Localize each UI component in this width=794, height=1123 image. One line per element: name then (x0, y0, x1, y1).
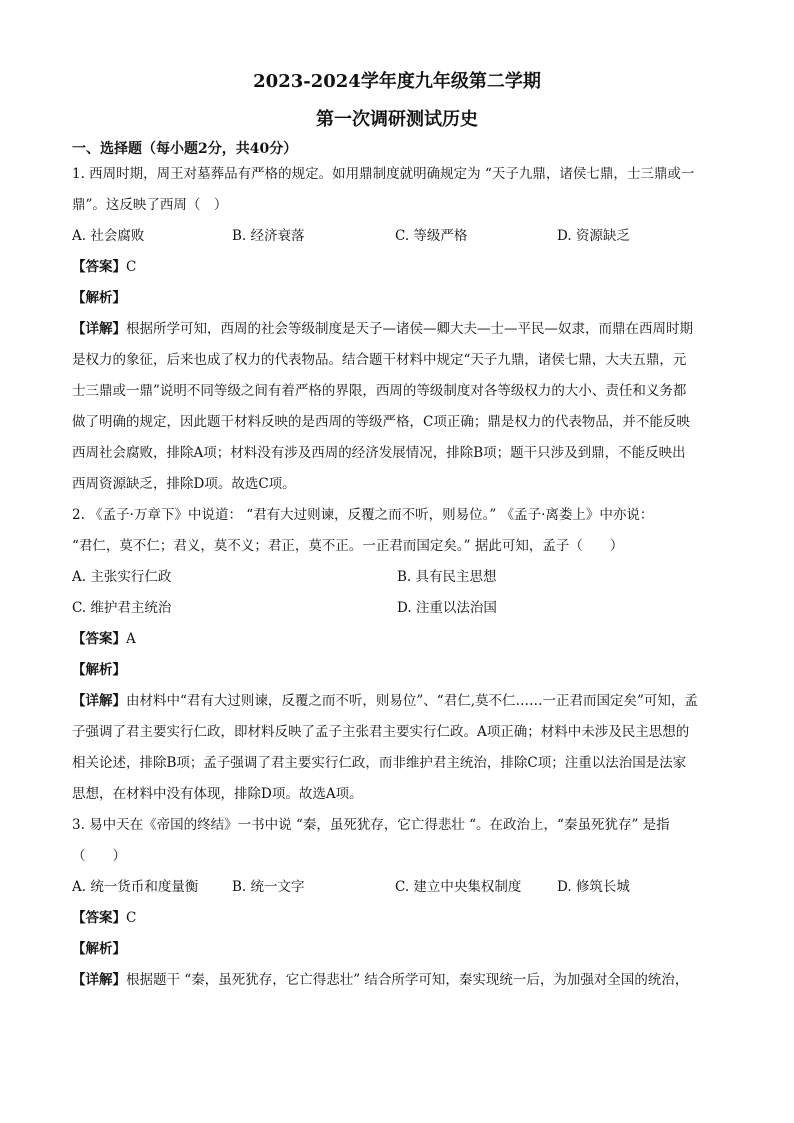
q1-answer-tag: 【答案】 (72, 259, 126, 275)
q1-detail-line6: 西周资源缺乏，排除D项。故选C项。 (72, 476, 296, 492)
q1-detail-line3: 士三鼎或一鼎”说明不同等级之间有着严格的界限，西周的等级制度对各等级权力的大小、责任和义务都 (72, 383, 687, 399)
q3-option-d: D. 修筑长城 (557, 879, 630, 895)
q3-answer-value: C (126, 910, 137, 926)
q1-option-c: C. 等级严格 (395, 228, 468, 244)
q2-option-d: D. 注重以法治国 (397, 600, 497, 616)
doc-title-line1: 2023-2024学年度九年级第二学期 (253, 71, 541, 92)
q1-stem-line2: 鼎”。这反映了西周（ ） (72, 197, 228, 213)
q2-detail-tag: 【详解】 (72, 693, 126, 709)
q1-options (72, 221, 722, 252)
document-page (72, 64, 722, 996)
q2-detail-line2: 子强调了君主要实行仁政，即材料反映了孟子主张君主要实行仁政。A项正确；材料中未涉及民主思想的 (72, 724, 690, 740)
q3-option-b: B. 统一文字 (232, 879, 305, 895)
q2-answer (72, 624, 722, 655)
question-1 (72, 159, 722, 500)
q3-options (72, 872, 722, 903)
q2-options-row2 (72, 593, 722, 624)
q3-detail-line1 (72, 965, 722, 996)
q2-detail-line4: 思想，在材料中没有体现，排除D项。故选A项。 (72, 786, 363, 802)
q2-option-a: A. 主张实行仁政 (72, 569, 172, 585)
q2-stem-line2: “君仁，莫不仁；君义，莫不义；君正，莫不正。一正君而国定矣。” 据此可知，孟子（ ） (72, 538, 624, 554)
q2-detail-text1: 由材料中“君有大过则谏，反覆之而不听，则易位”、“君仁,莫不仁……一正君而国定矣”可知，孟 (126, 693, 698, 709)
q1-option-d: D. 资源缺乏 (557, 228, 630, 244)
q2-answer-tag: 【答案】 (72, 631, 126, 647)
q2-analysis-tag: 【解析】 (72, 662, 126, 678)
q2-answer-value: A (126, 631, 136, 647)
question-2 (72, 500, 722, 810)
doc-title-line2: 第一次调研测试历史 (316, 109, 478, 130)
q1-detail-text1: 根据所学可知，西周的社会等级制度是天子—诸侯—卿大夫—士—平民—奴隶，而鼎在西周时期 (126, 321, 693, 337)
q3-stem-line2: （ ） (72, 848, 126, 864)
q3-detail-tag: 【详解】 (72, 972, 126, 988)
q2-detail-line3: 相关论述，排除B项；孟子强调了君主要实行仁政，而非维护君主统治，排除C项；注重以法治国是法家 (72, 755, 687, 771)
q3-analysis-tag: 【解析】 (72, 941, 126, 957)
q1-analysis-tag: 【解析】 (72, 290, 126, 306)
q1-detail-line2: 是权力的象征，后来也成了权力的代表物品。结合题干材料中规定“天子九鼎，诸侯七鼎，大夫五鼎，元 (72, 352, 687, 368)
q2-detail-line1 (72, 686, 722, 717)
q1-detail-line1 (72, 314, 722, 345)
q3-option-a: A. 统一货币和度量衡 (72, 879, 199, 895)
q1-answer-value: C (126, 259, 137, 275)
q1-stem-line1: 1. 西周时期，周王对墓葬品有严格的规定。如用鼎制度就明确规定为 “天子九鼎，诸侯七鼎，士三鼎或一 (72, 166, 695, 182)
q3-answer-tag: 【答案】 (72, 910, 126, 926)
question-3 (72, 810, 722, 996)
q1-answer (72, 252, 722, 283)
q2-option-c: C. 维护君主统治 (72, 600, 172, 616)
q2-stem-line1: 2. 《孟子·万章下》中说道： “君有大过则谏，反覆之而不听，则易位。” 《孟子·离娄上》中亦说： (72, 507, 654, 523)
q3-answer (72, 903, 722, 934)
q3-detail-text1: 根据题干 “秦，虽死犹存，它亡得悲壮” 结合所学可知，秦实现统一后，为加强对全国的统治， (126, 972, 689, 988)
section-heading: 一、选择题（每小题2分，共40分） (72, 141, 298, 157)
q1-detail-line4: 做了明确的规定，因此题干材料反映的是西周的等级严格，C项正确；鼎是权力的代表物品，并不能反映 (72, 414, 690, 430)
q1-detail-line5: 西周社会腐败，排除A项；材料没有涉及西周的经济发展情况，排除B项；题干只涉及到鼎，不能反映出 (72, 445, 686, 461)
q3-stem-line1: 3. 易中天在《帝国的终结》一书中说 “秦，虽死犹存，它亡得悲壮 “。在政治上，“秦虽死犹存” 是指 (72, 817, 670, 833)
q1-option-b: B. 经济衰落 (232, 228, 305, 244)
q2-option-b: B. 具有民主思想 (397, 569, 497, 585)
q3-option-c: C. 建立中央集权制度 (395, 879, 522, 895)
q2-options-row1 (72, 562, 722, 593)
q1-detail-tag: 【详解】 (72, 321, 126, 337)
q1-option-a: A. 社会腐败 (72, 228, 145, 244)
